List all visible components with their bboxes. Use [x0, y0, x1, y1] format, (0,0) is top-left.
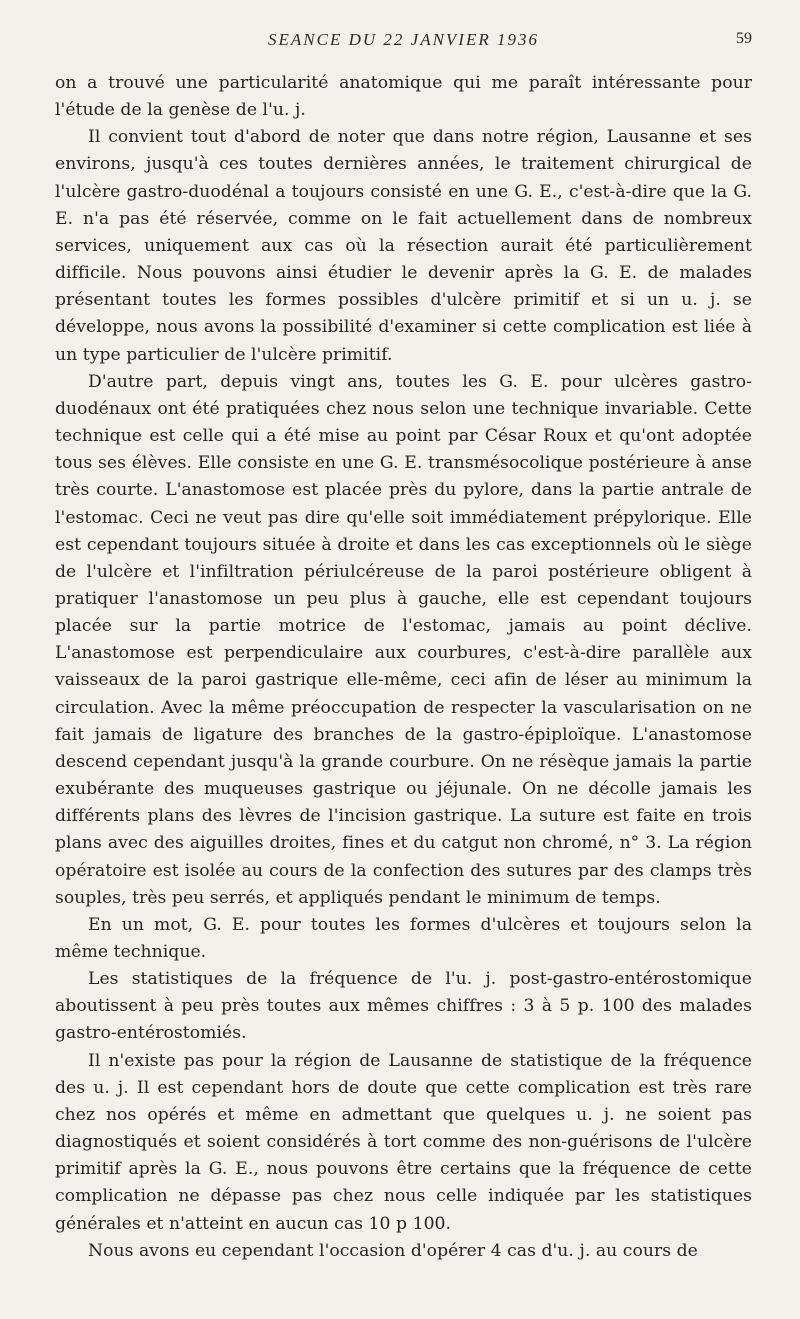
paragraph-continuation: on a trouvé une particularité anatomique qui me paraît intéressante pour l'étude de la genèse de l'u. j.	[55, 73, 752, 121]
paragraph-frequency: Il n'existe pas pour la région de Lausanne de statistique de la fréquence des u. j. Il est cependant hors de doute que cette complication est très rare chez nos opérés et même en admettant que quelques u. j. ne soient pas diagnostiqués et soient considérés à tort comme des non-guérisons de l'ulcère primitif après la G. E., nous pouvons être certains que la fréquence de cette complication ne dépasse pas chez nous celle indiquée par les statistiques générales et n'atteint en aucun cas 10 p 100.	[55, 1050, 752, 1234]
paragraph-lausanne-treatment: Il convient tout d'abord de noter que dans notre région, Lausanne et ses environs, jusqu'à ces toutes dernières années, le traitement chirurgical de l'ulcère gastro-duodénal a toujours consisté en une G. E., c'est-à-dire que la G. E. n'a pas été réservée, comme on le fait actuellement dans de nombreux services, uniquement aux cas où la résection aurait été particulièrement difficile. Nous pouvons ainsi étudier le devenir après la G. E. de malades présentant toutes les formes possibles d'ulcère primitif et si un u. j. se développe, nous avons la possibilité d'examiner si cette complication est liée à un type particulier de l'ulcère primitif.	[55, 127, 752, 365]
running-header	[55, 30, 752, 54]
body-text	[55, 70, 752, 1265]
paragraph-summary: En un mot, G. E. pour toutes les formes d'ulcères et toujours selon la même technique.	[55, 914, 752, 962]
paragraph-statistics: Les statistiques de la fréquence de l'u. j. post-gastro-entérostomique aboutissent à peu près toutes aux mêmes chiffres : 3 à 5 p. 100 des malades gastro-entérostomiés.	[55, 969, 752, 1044]
paragraph-four-cases: Nous avons eu cependant l'occasion d'opérer 4 cas d'u. j. au cours de	[88, 1240, 698, 1261]
running-header-title: SEANCE DU 22 JANVIER 1936	[268, 30, 539, 49]
page-number: 59	[736, 30, 752, 47]
paragraph-technique: D'autre part, depuis vingt ans, toutes les G. E. pour ulcères gastro-duodénaux ont été pratiquées chez nous selon une technique invariable. Cette technique est celle qui a été mise au point par César Roux et qu'ont adoptée tous ses élèves. Elle consiste en une G. E. transmésocolique postérieure à anse très courte. L'anastomose est placée près du pylore, dans la partie antrale de l'estomac. Ceci ne veut pas dire qu'elle soit immédiatement prépylorique. Elle est cependant toujours située à droite et dans les cas exceptionnels où le siège de l'ulcère et l'infiltration périulcéreuse de la paroi postérieure obligent à pratiquer l'anastomose un peu plus à gauche, elle est cependant toujours placée sur la partie motrice de l'estomac, jamais au point déclive. L'anastomose est perpendiculaire aux courbures, c'est-à-dire parallèle aux vaisseaux de la paroi gastrique elle-même, ceci afin de léser au minimum la circulation. Avec la même préoccupation de respecter la vascularisation on ne fait jamais de ligature des branches de la gastro-épiploïque. L'anastomose descend cependant jusqu'à la grande courbure. On ne résèque jamais la partie exubérante des muqueuses gastrique ou jéjunale. On ne décolle jamais les différents plans des lèvres de l'incision gastrique. La suture est faite en trois plans avec des aiguilles droites, fines et du catgut non chromé, n° 3. La région opératoire est isolée au cours de la confection des sutures par des clamps très souples, très peu serrés, et appliqués pendant le minimum de temps.	[55, 371, 752, 908]
